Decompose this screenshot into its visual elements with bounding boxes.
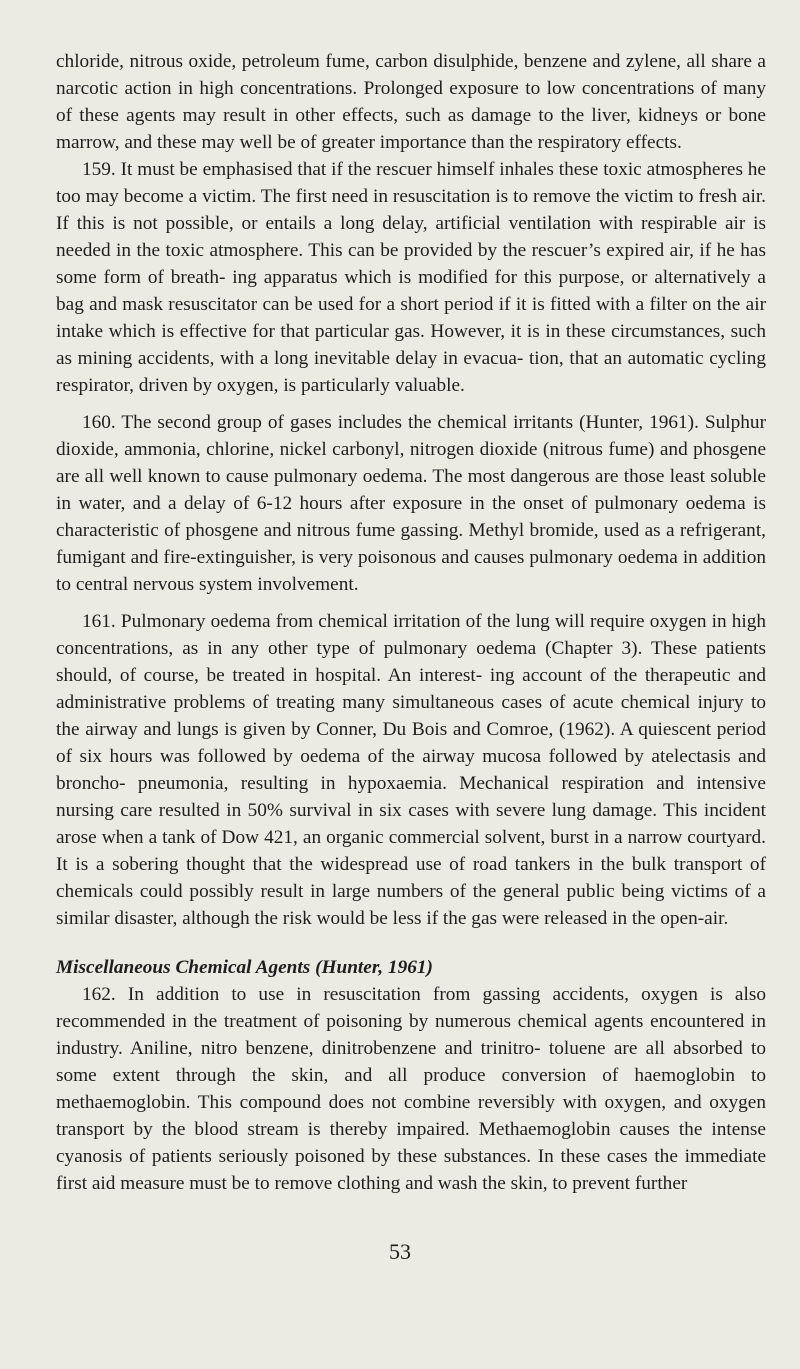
section-heading: Miscellaneous Chemical Agents (Hunter, 1961) [56, 957, 433, 978]
paragraph-162: 162. In addition to use in resuscitation from gassing accidents, oxygen is also recommended in the treatment of poisoning by numerous chemical agents encountered in industry. Aniline, nitro benzene, dinitrobenzene and trinitro- toluene are all absorbed to some extent through the skin, and all produce conversion of haemoglobin to methaemoglobin. This compound does not combine reversibly with oxygen, and oxygen transport by the blood stream is thereby impaired. Methaemoglobin causes the intense cyanosis of patients seriously poisoned by these substances. In these cases the immediate first aid measure must be to remove clothing and wash the skin, to prevent further [56, 984, 766, 1194]
paragraph-161: 161. Pulmonary oedema from chemical irritation of the lung will require oxygen in high concentrations, as in any other type of pulmonary oedema (Chapter 3). These patients should, of course, be treated in hospital. An interest- ing account of the therapeutic and administrative problems of treating many simultaneous cases of acute chemical injury to the airway and lungs is given by Conner, Du Bois and Comroe, (1962). A quiescent period of six hours was followed by oedema of the airway mucosa followed by atelectasis and broncho- pneumonia, resulting in hypoxaemia. Mechanical respiration and intensive nursing care resulted in 50% survival in six cases with severe lung damage. This incident arose when a tank of Dow 421, an organic commercial solvent, burst in a narrow courtyard. It is a sobering thought that the widespread use of road tankers in the bulk transport of chemicals could possibly result in large numbers of the general public being victims of a similar disaster, although the risk would be less if the gas were released in the open-air. [56, 611, 766, 929]
page-number: 53 [389, 1239, 411, 1264]
paragraph-continued: chloride, nitrous oxide, petroleum fume, carbon disulphide, benzene and zylene, all share a narcotic action in high concentrations. Prolonged exposure to low concentrations of many of these agents may result in other effects, such as damage to the liver, kidneys or bone marrow, and these may well be of greater importance than the respiratory effects. [56, 51, 766, 153]
paragraph-160: 160. The second group of gases includes the chemical irritants (Hunter, 1961). Sulphur dioxide, ammonia, chlorine, nickel carbonyl, nitrogen dioxide (nitrous fume) and phosgene are all well known to cause pulmonary oedema. The most dangerous are those least soluble in water, and a delay of 6-12 hours after exposure in the onset of pulmonary oedema is characteristic of phosgene and nitrous fume gassing. Methyl bromide, used as a refrigerant, fumigant and fire-extinguisher, is very poisonous and causes pulmonary oedema in addition to central nervous system involvement. [56, 412, 766, 595]
paragraph-159: 159. It must be emphasised that if the rescuer himself inhales these toxic atmospheres he too may become a victim. The first need in resuscitation is to remove the victim to fresh air. If this is not possible, or entails a long delay, artificial ventilation with respirable air is needed in the toxic atmosphere. This can be provided by the rescuer’s expired air, if he has some form of breath- ing apparatus which is modified for this purpose, or alternatively a bag and mask resuscitator can be used for a short period if it is fitted with a filter on the air intake which is effective for that particular gas. However, it is in these circumstances, such as mining accidents, with a long inevitable delay in evacua- tion, that an automatic cycling respirator, driven by oxygen, is particularly valuable. [56, 159, 766, 396]
